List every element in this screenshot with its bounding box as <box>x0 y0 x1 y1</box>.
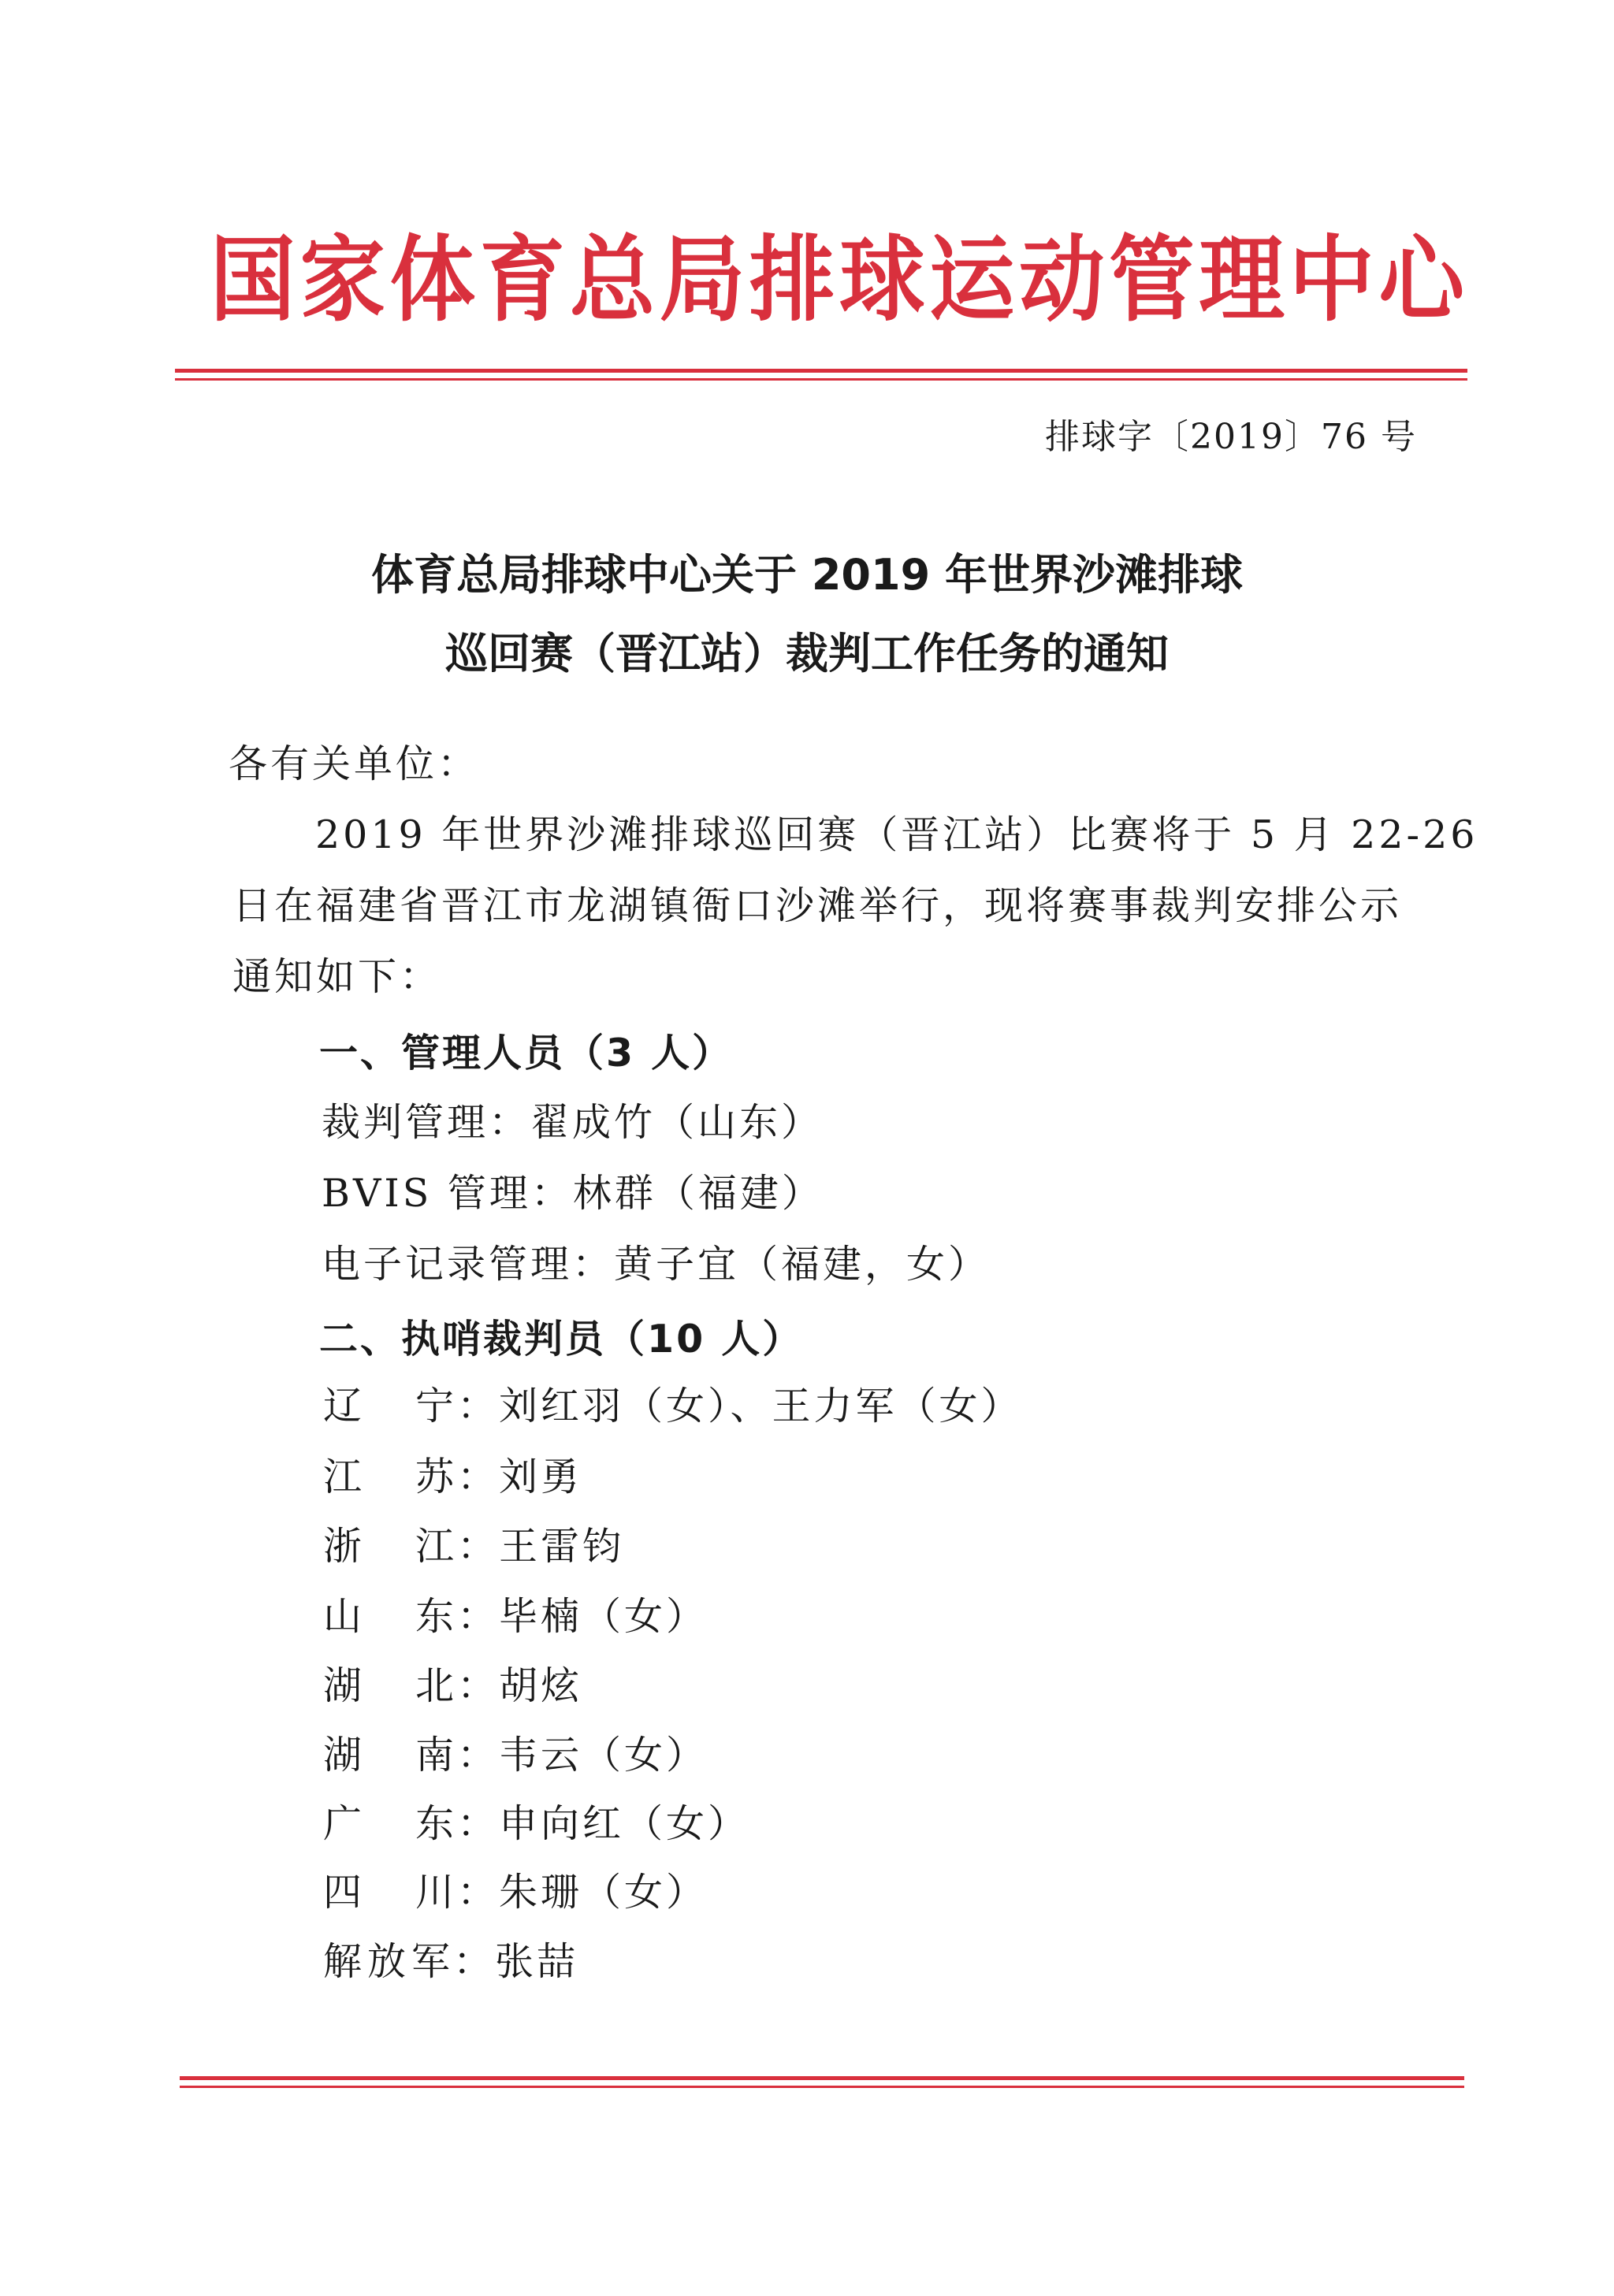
referee-names: ：刘勇 <box>457 1455 583 1499</box>
referee-region: 解放军 <box>323 1939 453 1984</box>
referee-region: 辽宁 <box>323 1384 457 1428</box>
referee-row <box>323 1724 708 1787</box>
referee-row <box>323 1793 749 1856</box>
referee-region: 山东 <box>323 1594 457 1639</box>
management-item: 裁判管理：翟成竹（山东） <box>322 1100 824 1145</box>
referee-row <box>323 1930 578 1993</box>
intro-line-1: 2019 年世界沙滩排球巡回赛（晋江站）比赛将于 5 月 22-26 <box>315 812 1478 857</box>
referee-names: ：申向红（女） <box>457 1801 750 1846</box>
referee-region: 广东 <box>323 1801 457 1846</box>
management-item: 电子记录管理：黄子宜（福建，女） <box>322 1242 991 1287</box>
footer-rule-top <box>180 2076 1464 2080</box>
header-rule-top <box>175 369 1467 373</box>
section-heading-referees: 二、执哨裁判员（10 人） <box>319 1317 804 1362</box>
referee-region: 江苏 <box>323 1455 457 1499</box>
section-heading-management: 一、管理人员（3 人） <box>319 1031 734 1076</box>
document-number: 排球字〔2019〕76 号 <box>1045 417 1417 457</box>
referee-row <box>323 1375 1023 1438</box>
referee-names: ：韦云（女） <box>457 1733 708 1778</box>
footer-rule-bottom <box>180 2086 1464 2088</box>
referee-names: ：朱珊（女） <box>457 1870 708 1915</box>
referee-row <box>323 1861 708 1924</box>
referee-names: ：王雷钧 <box>457 1524 625 1569</box>
referee-region: 湖南 <box>323 1733 457 1778</box>
referee-row <box>323 1655 582 1718</box>
referee-names: ：刘红羽（女）、王力军（女） <box>457 1384 1023 1428</box>
referee-names: ：胡炫 <box>457 1663 583 1708</box>
referee-names: ：毕楠（女） <box>457 1594 708 1639</box>
intro-line-3: 通知如下： <box>232 954 442 999</box>
referee-region: 湖北 <box>323 1663 457 1708</box>
header-rule-bottom <box>175 378 1467 381</box>
organization-masthead: 国家体育总局排球运动管理中心 <box>210 225 1469 334</box>
referee-row <box>323 1585 708 1648</box>
salutation: 各有关单位： <box>229 741 480 786</box>
document-title-line-2: 巡回赛（晋江站）裁判工作任务的通知 <box>445 629 1169 678</box>
document-title-line-1: 体育总局排球中心关于 2019 年世界沙滩排球 <box>371 550 1243 600</box>
referee-names: ：张喆 <box>453 1939 579 1984</box>
referee-region: 四川 <box>323 1870 457 1915</box>
management-item: BVIS 管理：林群（福建） <box>322 1171 824 1216</box>
referee-row <box>323 1515 624 1578</box>
referee-row <box>323 1446 582 1509</box>
intro-line-2: 日在福建省晋江市龙湖镇衙口沙滩举行，现将赛事裁判安排公示 <box>232 883 1403 928</box>
referee-region: 浙江 <box>323 1524 457 1569</box>
